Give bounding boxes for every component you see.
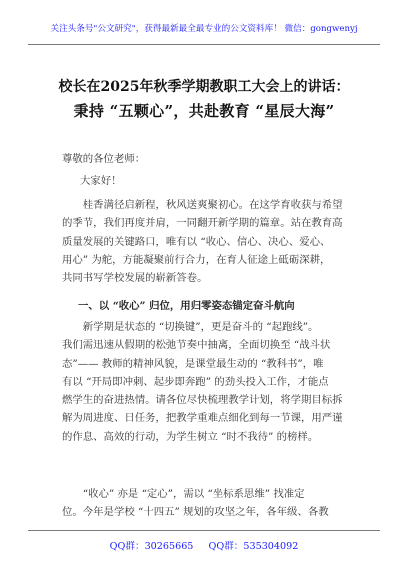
text-line: 我们需迅速从假期的松弛节奏中抽离，全面切换至 “战斗状 bbox=[62, 339, 331, 352]
qq-group-1: QQ群：30265665 bbox=[109, 541, 194, 552]
text-line: 的季节，我们再度并肩，一同翻开新学期的篇章。站在教育高 bbox=[62, 217, 343, 230]
text-line: 桂香满径启新程，秋风送爽聚初心。在这学育收获与希望 bbox=[62, 199, 343, 211]
text-line: “收心” 亦是 “定心”，需以 “坐标系思维” 找准定 bbox=[62, 488, 305, 500]
section1-paragraph bbox=[62, 318, 350, 446]
text-line: 质量发展的关键路口，唯有以 “收心、信心、决心、爱心、 bbox=[62, 235, 331, 248]
text-line: 新学期是状态的 “切换键”，更是奋斗的 “起跑线”。 bbox=[62, 321, 319, 333]
salutation: 大家好！ bbox=[80, 175, 122, 187]
section-heading: 一、以 “收心” 归位，用归零姿态锚定奋斗航向 bbox=[78, 300, 295, 312]
text-line: 共同书写学校发展的崭新答卷。 bbox=[62, 272, 208, 285]
text-line: 有以 “开局即冲刺、起步即奔跑” 的劲头投入工作，才能点 bbox=[62, 375, 329, 388]
qq-group-2: QQ群：535304092 bbox=[208, 541, 299, 552]
footer-contact bbox=[28, 538, 380, 552]
header-divider bbox=[28, 44, 380, 45]
text-line: 的作息、高效的行动，为学生树立 “时不我待” 的榜样。 bbox=[62, 430, 319, 443]
document-title-line2: 秉持 “五颗心”，共赴教育 “星辰大海” bbox=[73, 102, 335, 120]
text-line: 位。今年是学校 “十四五” 规划的攻坚之年，各年级、各教 bbox=[62, 506, 329, 519]
header-banner: 关注头条号"公文研究"，获得最新最全最专业的公文资料库！ 微信：gongwenyj bbox=[50, 24, 358, 34]
text-line: 燃学生的奋进热情。请各位尽快梳理教学计划，将学期目标拆 bbox=[62, 394, 343, 407]
text-line: 解为周进度、日任务，把教学重难点细化到每一节课，用严谨 bbox=[62, 412, 343, 425]
document-title-line1: 校长在2025年秋季学期教职工大会上的讲话： bbox=[58, 79, 350, 95]
intro-paragraph bbox=[62, 196, 350, 287]
greeting: 尊敬的各位老师： bbox=[62, 153, 146, 165]
text-line: 用心” 为舵，方能凝聚前行合力，在育人征途上砥砺深耕， bbox=[62, 253, 331, 266]
section1b-paragraph bbox=[62, 485, 350, 522]
footer-divider bbox=[28, 530, 380, 531]
text-line: 态”—— 教师的精神风貌，是课堂最生动的 “教科书”，唯 bbox=[62, 357, 324, 370]
